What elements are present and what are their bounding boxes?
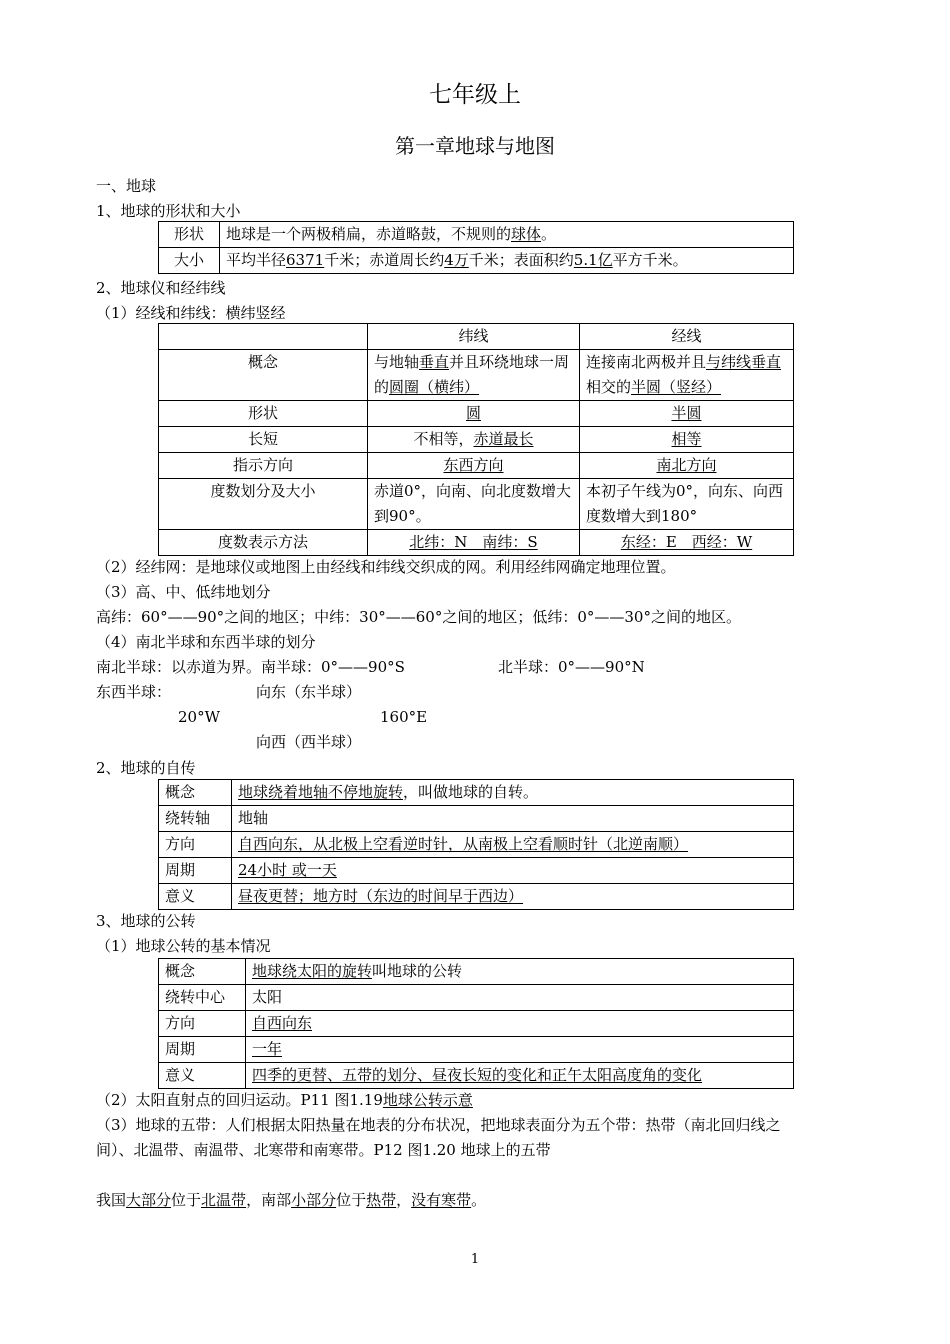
chapter-title: 第一章地球与地图 [395, 134, 555, 158]
east-hemisphere-text: 向东（东半球） [256, 683, 362, 701]
revolution-table [158, 958, 794, 1089]
paragraph-china-zones: 我国大部分位于北温带，南部小部分位于热带，没有寒带。 [96, 1191, 487, 1209]
table-cell: 北纬：N 南纬：S [368, 530, 580, 556]
paragraph: （3）地球的五带：人们根据太阳热量在地表的分布状况，把地球表面分为五个带：热带（南北回归线之 [96, 1116, 781, 1134]
subsection-heading: 2、地球的自传 [96, 759, 196, 777]
row-header: 概念 [159, 780, 232, 806]
table-cell: 自西向东 [246, 1011, 794, 1037]
page-title: 七年级上 [429, 82, 521, 108]
section-heading: 一、地球 [96, 177, 157, 195]
table-cell: 与地轴垂直并且环绕地球一周的圆圈（横纬） [368, 350, 580, 401]
meridian-20w: 20°W [178, 708, 221, 726]
table-cell: 太阳 [246, 985, 794, 1011]
subsection-heading: 1、地球的形状和大小 [96, 202, 241, 220]
table-cell: 本初子午线为0°，向东、向西度数增大到180° [580, 479, 794, 530]
row-header: 度数划分及大小 [159, 479, 368, 530]
table-cell: 地轴 [232, 806, 794, 832]
table-cell: 圆 [368, 401, 580, 427]
row-header: 周期 [159, 858, 232, 884]
sub-subsection-heading: （1）经线和纬线：横纬竖经 [96, 304, 286, 322]
sub-subsection-heading: （1）地球公转的基本情况 [96, 937, 271, 955]
row-header: 长短 [159, 427, 368, 453]
table-cell: 地球是一个两极稍扁，赤道略鼓，不规则的球体。 [220, 222, 794, 248]
table-cell: 地球绕太阳的旋转叫地球的公转 [246, 959, 794, 985]
table-cell: 东西方向 [368, 453, 580, 479]
column-header: 纬线 [368, 324, 580, 350]
row-header: 意义 [159, 884, 232, 910]
meridian-160e: 160°E [380, 708, 428, 726]
table-cell: 东经：E 西经：W [580, 530, 794, 556]
rotation-table [158, 779, 794, 910]
row-header: 概念 [159, 350, 368, 401]
row-header: 绕转轴 [159, 806, 232, 832]
row-header: 绕转中心 [159, 985, 246, 1011]
row-header: 形状 [159, 222, 220, 248]
table-cell: 自西向东，从北极上空看逆时针，从南极上空看顺时针（北逆南顺） [232, 832, 794, 858]
shape-size-table [158, 221, 794, 274]
column-header: 经线 [580, 324, 794, 350]
subsection-heading: 2、地球仪和经纬线 [96, 279, 226, 297]
table-cell: 24小时 或一天 [232, 858, 794, 884]
sub-subsection-heading: （4）南北半球和东西半球的划分 [96, 633, 316, 651]
table-cell: 昼夜更替；地方时（东边的时间早于西边） [232, 884, 794, 910]
table-cell: 平均半径6371千米；赤道周长约4万千米；表面积约5.1亿平方千米。 [220, 248, 794, 274]
table-cell: 半圆 [580, 401, 794, 427]
table-cell: 连接南北两极并且与纬线垂直相交的半圆（竖经） [580, 350, 794, 401]
paragraph: （2）经纬网：是地球仪或地图上由经线和纬线交织成的网。利用经纬网确定地理位置。 [96, 558, 676, 576]
table-cell: 赤道0°，向南、向北度数增大到90°。 [368, 479, 580, 530]
hemisphere-label: 东西半球： [96, 683, 172, 701]
west-hemisphere-text: 向西（西半球） [256, 733, 362, 751]
corner-cell [159, 324, 368, 350]
row-header: 大小 [159, 248, 220, 274]
row-header: 形状 [159, 401, 368, 427]
paragraph: 北半球：0°——90°N [498, 658, 645, 676]
latitude-longitude-table [158, 323, 794, 556]
row-header: 方向 [159, 832, 232, 858]
row-header: 方向 [159, 1011, 246, 1037]
table-cell: 南北方向 [580, 453, 794, 479]
paragraph: （2）太阳直射点的回归运动。P11 图1.19地球公转示意 [96, 1091, 473, 1109]
row-header: 度数表示方法 [159, 530, 368, 556]
paragraph: 南北半球：以赤道为界。南半球：0°——90°S [96, 658, 405, 676]
page-number: 1 [470, 1252, 480, 1267]
table-cell: 地球绕着地轴不停地旋转，叫做地球的自转。 [232, 780, 794, 806]
sub-subsection-heading: （3）高、中、低纬地划分 [96, 583, 271, 601]
row-header: 周期 [159, 1037, 246, 1063]
row-header: 指示方向 [159, 453, 368, 479]
paragraph: 间）、北温带、南温带、北寒带和南寒带。P12 图1.20 地球上的五带 [96, 1141, 551, 1159]
subsection-heading: 3、地球的公转 [96, 912, 196, 930]
table-cell: 相等 [580, 427, 794, 453]
table-cell: 四季的更替、五带的划分、昼夜长短的变化和正午太阳高度角的变化 [246, 1063, 794, 1089]
row-header: 意义 [159, 1063, 246, 1089]
row-header: 概念 [159, 959, 246, 985]
table-cell: 不相等，赤道最长 [368, 427, 580, 453]
table-cell: 一年 [246, 1037, 794, 1063]
paragraph: 高纬：60°——90°之间的地区；中纬：30°——60°之间的地区；低纬：0°——30°之间的地区。 [96, 608, 741, 626]
